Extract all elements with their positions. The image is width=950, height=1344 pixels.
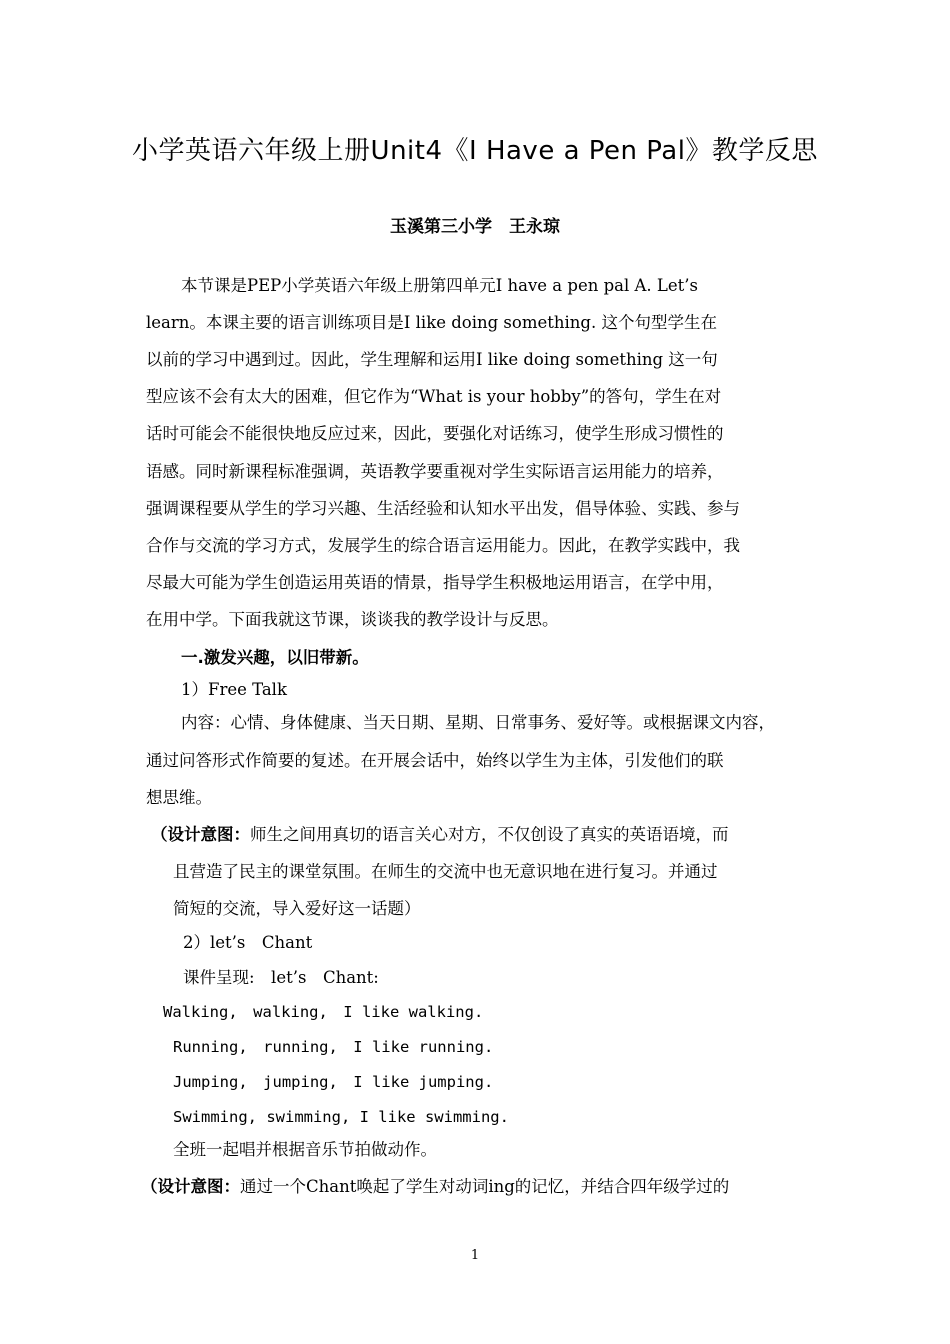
- design1-line-2: 且营造了民主的课堂氛围。在师生的交流中也无意识地在进行复习。并通过: [173, 862, 718, 881]
- design2-line-1: [141, 1174, 729, 1200]
- courseware-line: 课件呈现: let’s Chant:: [183, 968, 379, 987]
- para1-line-3: 以前的学习中遇到过。因此，学生理解和运用I like doing something 这一句: [146, 350, 718, 369]
- design2-label: （设计意图：: [141, 1177, 240, 1196]
- para1-line-4: 型应该不会有太大的困难，但它作为“What is your hobby”的答句，学生在对: [146, 387, 722, 406]
- chant-line-1: Walking, walking, I like walking.: [163, 1003, 484, 1021]
- para1-line-9: 尽最大可能为学生创造运用英语的情景，指导学生积极地运用语言，在学中用，: [146, 573, 724, 592]
- author-line: 玉溪第三小学 王永琼: [390, 217, 560, 237]
- chant-line-3: Jumping, jumping, I like jumping.: [173, 1073, 494, 1091]
- design1-label: （设计意图：: [151, 825, 250, 844]
- class-action-line: 全班一起唱并根据音乐节拍做动作。: [173, 1140, 437, 1159]
- content1-line-3: 想思维。: [146, 788, 212, 807]
- chant-line-2: Running, running, I like running.: [173, 1038, 494, 1056]
- design1-line-3: 简短的交流，导入爱好这一话题）: [173, 899, 421, 918]
- item-free-talk: 1）Free Talk: [181, 680, 287, 699]
- page-number: 1: [470, 1248, 480, 1263]
- para1-line-10: 在用中学。下面我就这节课，谈谈我的教学设计与反思。: [146, 610, 559, 629]
- para1-line-7: 强调课程要从学生的学习兴趣、生活经验和认知水平出发，倡导体验、实践、参与: [146, 499, 740, 518]
- chant-line-4: Swimming, swimming, I like swimming.: [173, 1108, 509, 1126]
- para1-line-5: 话时可能会不能很快地反应过来，因此，要强化对话练习，使学生形成习惯性的: [146, 424, 724, 443]
- para1-line-2: learn。本课主要的语言训练项目是I like doing something. 这个句型学生在: [146, 313, 717, 332]
- para1-line-6: 语感。同时新课程标准强调，英语教学要重视对学生实际语言运用能力的培养，: [146, 462, 724, 481]
- document-title: 小学英语六年级上册Unit4《I Have a Pen Pal》教学反思: [132, 136, 818, 166]
- item-lets-chant: 2）let’s Chant: [183, 933, 313, 952]
- content1-line-1: 内容：心情、身体健康、当天日期、星期、日常事务、爱好等。或根据课文内容，: [181, 713, 775, 732]
- design2-text: 通过一个Chant唤起了学生对动词ing的记忆，并结合四年级学过的: [240, 1177, 730, 1196]
- design1-text-1: 师生之间用真切的语言关心对方，不仅创设了真实的英语语境，而: [250, 825, 729, 844]
- design1-line-1: [151, 822, 729, 848]
- content1-line-2: 通过问答形式作简要的复述。在开展会话中，始终以学生为主体，引发他们的联: [146, 751, 724, 770]
- section1-heading: 一.激发兴趣，以旧带新。: [181, 648, 369, 667]
- para1-line-8: 合作与交流的学习方式，发展学生的综合语言运用能力。因此，在教学实践中，我: [146, 536, 740, 555]
- para1-line-1: 本节课是PEP小学英语六年级上册第四单元I have a pen pal A. Let’s: [181, 276, 698, 295]
